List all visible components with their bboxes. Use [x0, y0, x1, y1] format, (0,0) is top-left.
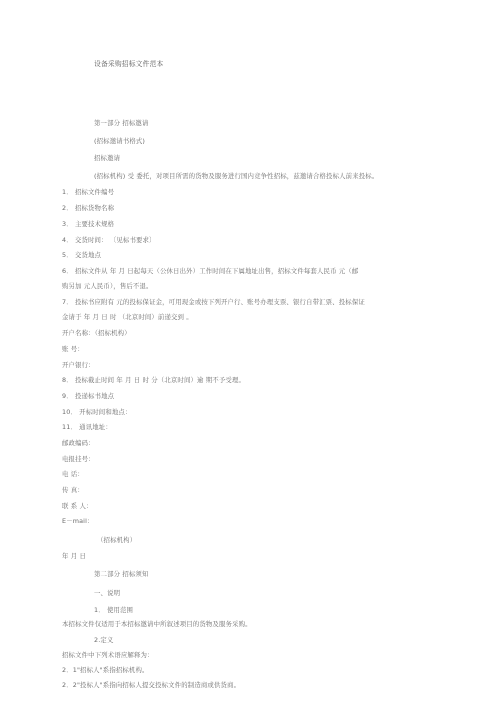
- intro-paragraph: (招标机构) 受 委托，对项目所需的货物及服务进行国内竞争性招标，兹邀请合格投标人前来投标。: [94, 172, 379, 180]
- signature-organization: （招标机构）: [97, 536, 137, 544]
- list-item: E－mail：: [62, 517, 94, 525]
- list-item: 电报挂号：: [62, 455, 95, 463]
- list-item: 4． 交货时间： 〔见标书要求〕: [62, 236, 156, 244]
- list-item: 电 话：: [62, 470, 84, 478]
- list-item: 2． 招标货物名称: [62, 204, 115, 212]
- list-item: 9． 投递标书地点: [62, 392, 115, 400]
- definition-item: 2．2"投标人"系指向招标人提交投标文件的制造商或供货商。: [62, 681, 241, 689]
- part-one-heading: 第一部分 招标邀请: [94, 119, 149, 127]
- list-item: 开户银行：: [62, 361, 95, 369]
- subsection-text: 招标文件中下列术语应解释为：: [62, 651, 154, 659]
- list-item: 1． 招标文件编号: [62, 188, 115, 196]
- list-item: 传 真：: [62, 486, 84, 494]
- list-item: 5． 交货地点: [62, 251, 102, 259]
- list-item: 8． 投标截止时间 年 月 日 时 分（北京时间）逾 期不予受理。: [62, 376, 246, 384]
- list-item: 6． 招标文件从 年 月 日起每天（公休日出外）工作时间在下属地址出售，招标文件每套人民币 元（邮: [62, 267, 359, 275]
- list-item: 联 系 人：: [62, 502, 93, 510]
- list-item: 3． 主要技术规格: [62, 220, 115, 228]
- list-item: 金请于 年 月 日 时 （北京时间）前递交到 。: [62, 313, 193, 321]
- list-item: 10． 开标时间和地点：: [62, 408, 132, 416]
- format-note: (招标邀请书格式): [94, 137, 146, 145]
- signature-date: 年 月 日: [62, 552, 86, 560]
- list-item: 邮政编码：: [62, 439, 95, 447]
- section-heading: 一、说明: [94, 589, 121, 597]
- subsection-heading: 1． 使用范围: [94, 606, 134, 614]
- part-two-heading: 第二部分 招标须知: [94, 570, 149, 578]
- subsection-text: 本招标文件仅适用于本招标邀请中所叙述项目的货物及服务采购。: [62, 620, 252, 628]
- list-item: 开户名称：（招标机构）: [62, 329, 131, 337]
- list-item: 11． 通讯地址：: [62, 423, 112, 431]
- list-item: 购另加 元人民币），售后不退。: [62, 282, 153, 290]
- definition-item: 2．1"招标人"系指招标机构。: [62, 666, 149, 674]
- list-item: 7． 投标书应附有 元的投标保证金，可用现金或按下列开户行、账号办理支票、银行自带汇票、投标保证: [62, 298, 365, 306]
- invitation-heading: 招标邀请: [94, 154, 121, 162]
- document-title: 设备采购招标文件范本: [94, 60, 164, 68]
- list-item: 账 号：: [62, 345, 84, 353]
- subsection-heading: 2.定义: [94, 636, 114, 644]
